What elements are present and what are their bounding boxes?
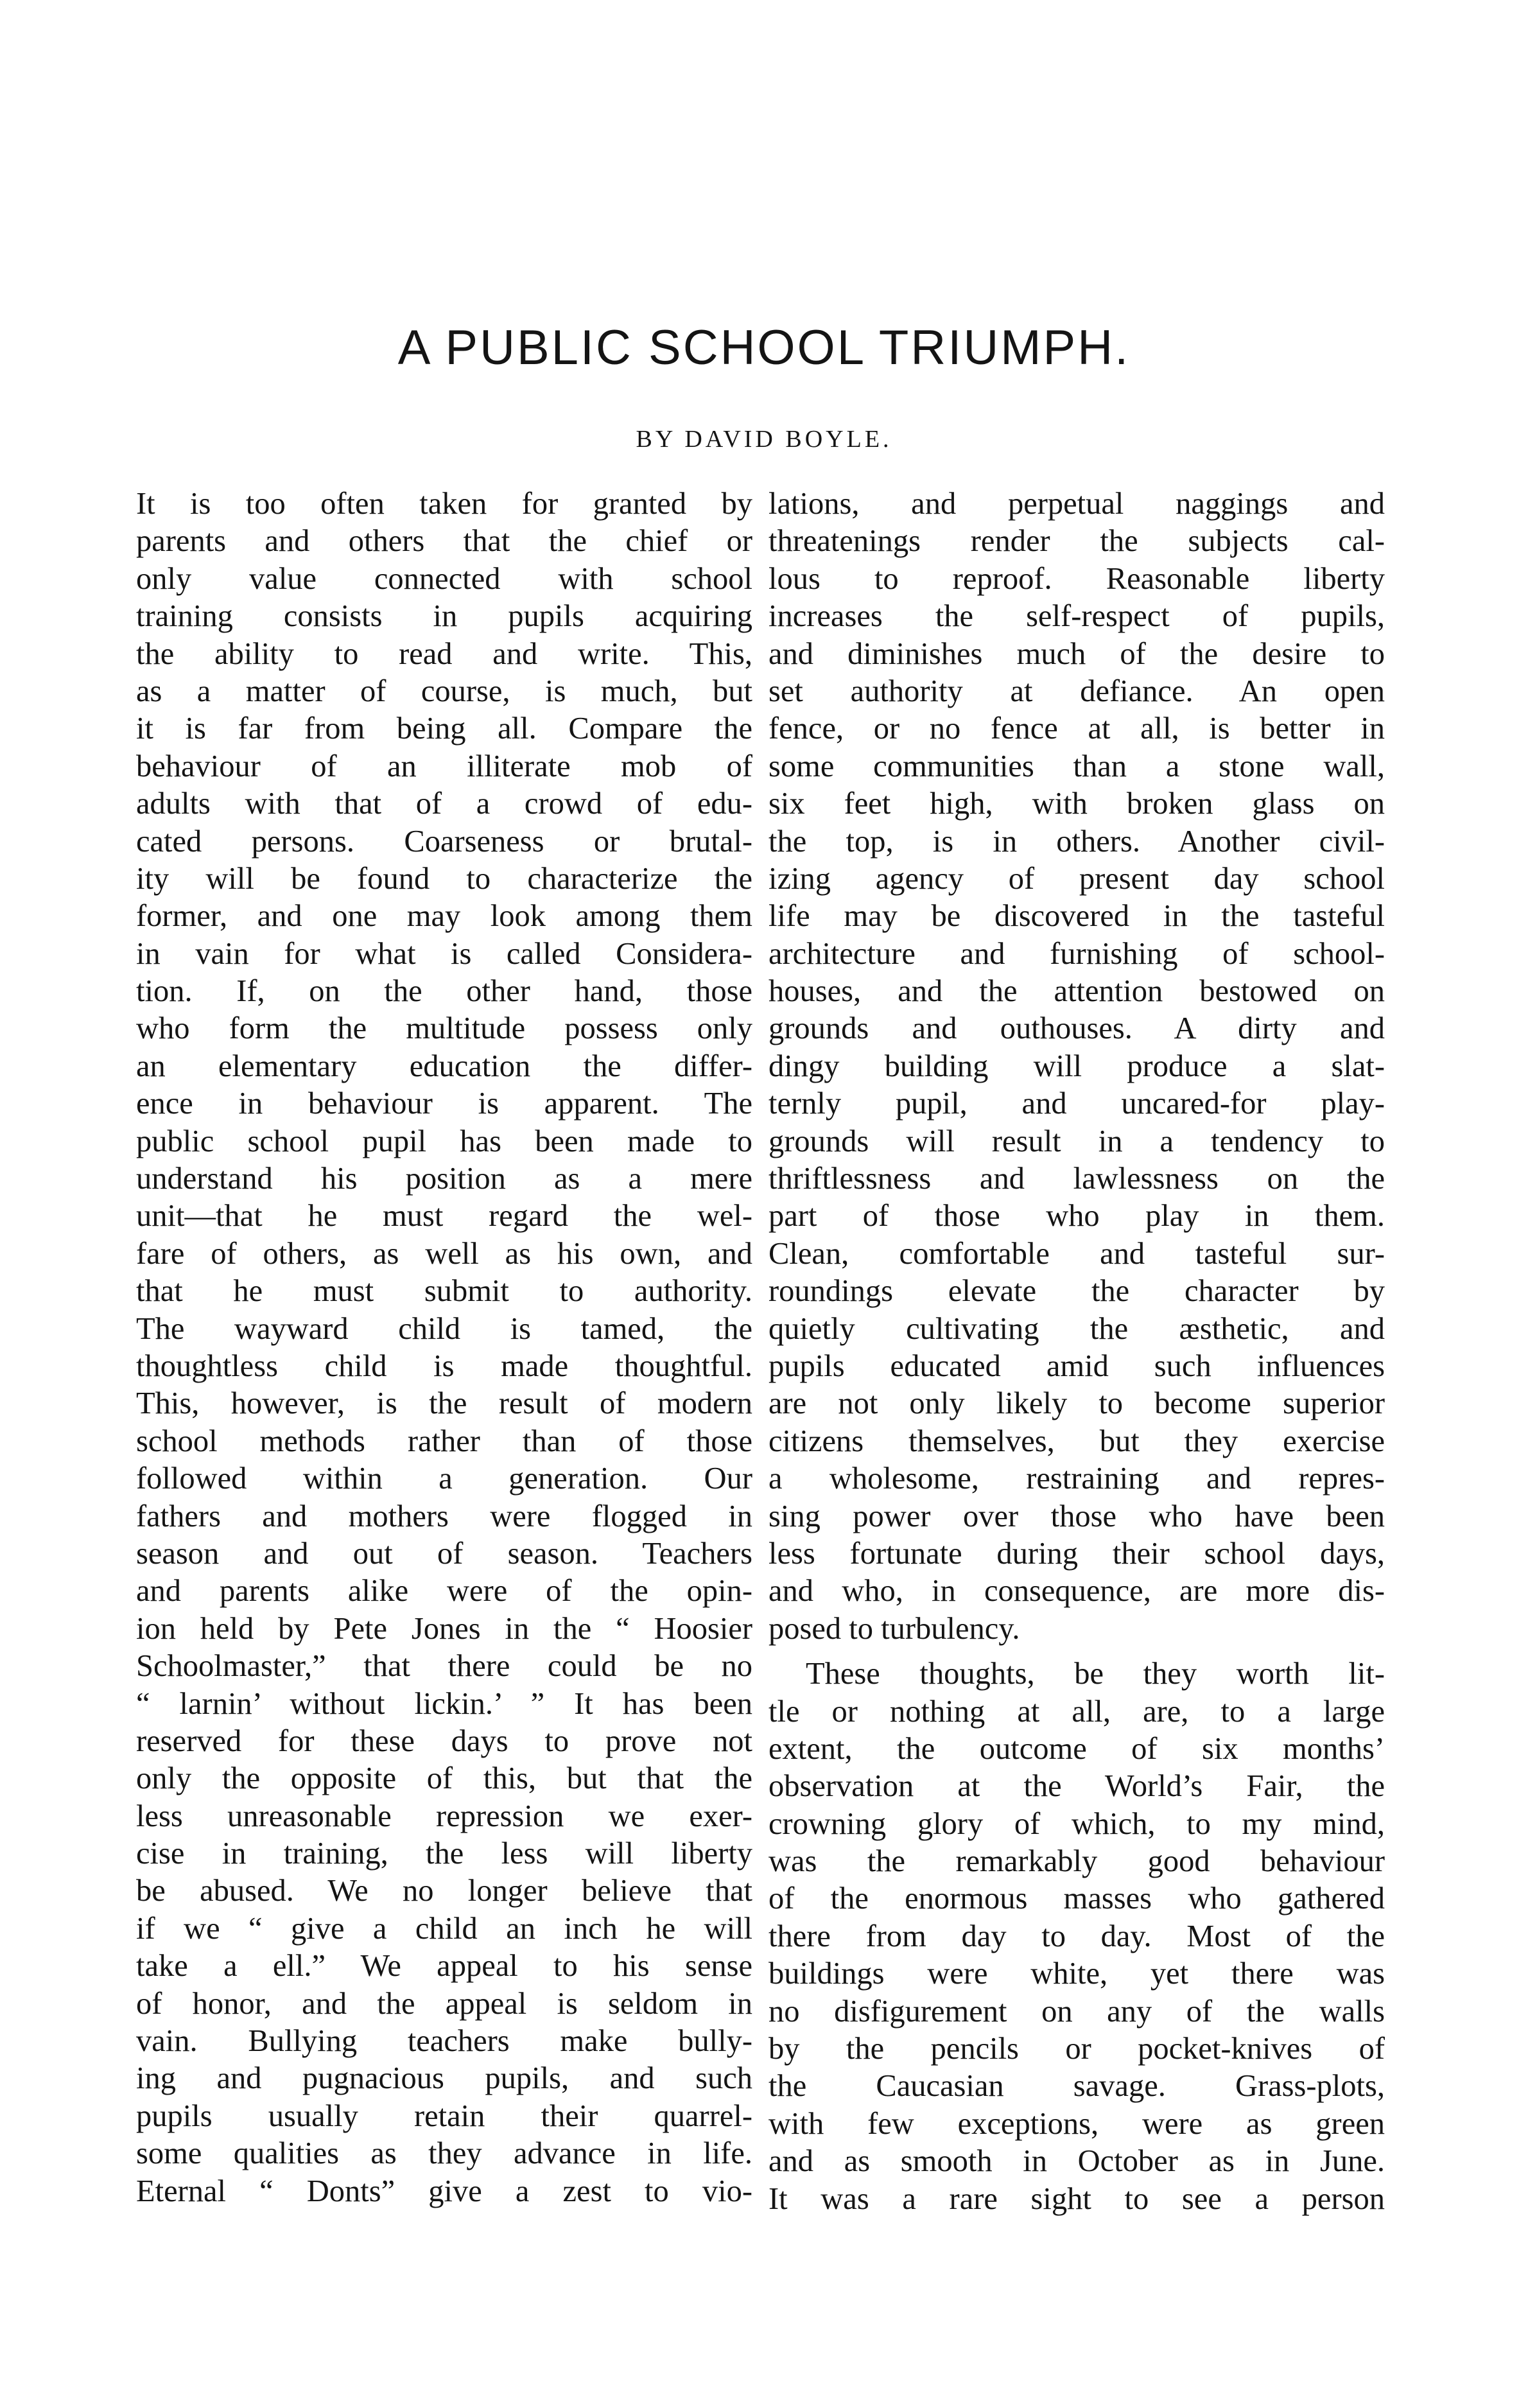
text-line: by the pencils or pocket-knives of xyxy=(768,2032,1385,2066)
text-line: some communities than a stone wall, xyxy=(768,749,1385,783)
text-line: increases the self-respect of pupils, xyxy=(768,599,1385,634)
text-line: parents and others that the chief or xyxy=(136,524,752,559)
text-line: season and out of season. Teachers xyxy=(136,1536,752,1571)
text-line: the ability to read and write. This, xyxy=(136,636,752,671)
text-line: vain. Bullying teachers make bully- xyxy=(136,2024,752,2059)
text-line: training consists in pupils acquiring xyxy=(136,599,752,634)
text-line: that he must submit to authority. xyxy=(136,1274,752,1309)
text-line: tion. If, on the other hand, those xyxy=(136,974,752,1009)
text-line: roundings elevate the character by xyxy=(768,1274,1385,1309)
text-line: “ larnin’ without lickin.’ ” It has been xyxy=(136,1686,752,1721)
text-line: less fortunate during their school days, xyxy=(768,1536,1385,1571)
text-line: fathers and mothers were flogged in xyxy=(136,1499,752,1533)
text-line: These thoughts, be they worth lit- xyxy=(806,1657,1385,1691)
text-line: of the enormous masses who gathered xyxy=(768,1881,1385,1916)
text-line: tle or nothing at all, are, to a large xyxy=(768,1694,1385,1729)
text-line: behaviour of an illiterate mob of xyxy=(136,749,752,783)
text-line: there from day to day. Most of the xyxy=(768,1919,1385,1953)
text-line: only the opposite of this, but that the xyxy=(136,1761,752,1796)
text-line: ing and pugnacious pupils, and such xyxy=(136,2061,752,2096)
text-line: It was a rare sight to see a person xyxy=(768,2181,1385,2216)
text-line: thriftlessness and lawlessness on the xyxy=(768,1162,1385,1196)
text-line: ion held by Pete Jones in the “ Hoosier xyxy=(136,1611,752,1646)
text-line: grounds and outhouses. A dirty and xyxy=(768,1011,1385,1046)
text-line: adults with that of a crowd of edu- xyxy=(136,787,752,821)
article-title: A PUBLIC SCHOOL TRIUMPH. xyxy=(397,320,1131,375)
text-line: a wholesome, restraining and repres- xyxy=(768,1461,1385,1496)
text-line: public school pupil has been made to xyxy=(136,1124,752,1158)
text-line: Schoolmaster,” that there could be no xyxy=(136,1649,752,1684)
text-line: ity will be found to characterize the xyxy=(136,861,752,896)
text-line: and diminishes much of the desire to xyxy=(768,636,1385,671)
text-line: reserved for these days to prove not xyxy=(136,1723,752,1758)
text-line: The wayward child is tamed, the xyxy=(136,1311,752,1346)
text-line: fence, or no fence at all, is better in xyxy=(768,711,1385,746)
text-line: the Caucasian savage. Grass-plots, xyxy=(768,2069,1385,2104)
text-line: lations, and perpetual naggings and xyxy=(768,487,1385,521)
text-line: cise in training, the less will liberty xyxy=(136,1837,752,1871)
text-line: if we “ give a child an inch he will xyxy=(136,1911,752,1946)
text-line: crowning glory of which, to my mind, xyxy=(768,1806,1385,1841)
text-line: This, however, is the result of modern xyxy=(136,1386,752,1421)
text-line: part of those who play in them. xyxy=(768,1199,1385,1234)
text-line: thoughtless child is made thoughtful. xyxy=(136,1348,752,1383)
text-line: threatenings render the subjects cal- xyxy=(768,524,1385,559)
text-line: unit—that he must regard the wel- xyxy=(136,1199,752,1234)
text-line: set authority at defiance. An open xyxy=(768,674,1385,708)
text-line: grounds will result in a tendency to xyxy=(768,1124,1385,1158)
text-line: sing power over those who have been xyxy=(768,1499,1385,1533)
text-line: only value connected with school xyxy=(136,561,752,596)
text-line: pupils educated amid such influences xyxy=(768,1348,1385,1383)
text-line: It is too often taken for granted by xyxy=(136,487,752,521)
text-column-right xyxy=(768,485,1385,2218)
text-line: school methods rather than of those xyxy=(136,1424,752,1458)
text-line: pupils usually retain their quarrel- xyxy=(136,2098,752,2133)
text-line: with few exceptions, were as green xyxy=(768,2106,1385,2141)
text-line: some qualities as they advance in life. xyxy=(136,2136,752,2171)
text-line: fare of others, as well as his own, and xyxy=(136,1236,752,1271)
text-line: observation at the World’s Fair, the xyxy=(768,1769,1385,1804)
text-line: Clean, comfortable and tasteful sur- xyxy=(768,1236,1385,1271)
text-line: be abused. We no longer believe that xyxy=(136,1874,752,1908)
text-line: lous to reproof. Reasonable liberty xyxy=(768,561,1385,596)
text-line: citizens themselves, but they exercise xyxy=(768,1424,1385,1458)
text-line: an elementary education the differ- xyxy=(136,1049,752,1083)
text-line: and parents alike were of the opin- xyxy=(136,1574,752,1609)
text-line: ence in behaviour is apparent. The xyxy=(136,1086,752,1121)
text-line: architecture and furnishing of school- xyxy=(768,936,1385,971)
text-line: dingy building will produce a slat- xyxy=(768,1049,1385,1083)
article-byline: BY DAVID BOYLE. xyxy=(636,426,892,453)
text-line: buildings were white, yet there was xyxy=(768,1957,1385,1991)
text-line: Eternal “ Donts” give a zest to vio- xyxy=(136,2174,752,2208)
text-column-left xyxy=(136,485,752,2210)
text-line: was the remarkably good behaviour xyxy=(768,1844,1385,1879)
text-line: extent, the outcome of six months’ xyxy=(768,1731,1385,1766)
text-line: of honor, and the appeal is seldom in xyxy=(136,1986,752,2021)
text-line: ternly pupil, and uncared-for play- xyxy=(768,1086,1385,1121)
text-line: and who, in consequence, are more dis- xyxy=(768,1574,1385,1609)
text-line: are not only likely to become superior xyxy=(768,1386,1385,1421)
text-line: understand his position as a mere xyxy=(136,1162,752,1196)
text-line: it is far from being all. Compare the xyxy=(136,711,752,746)
text-line: posed to turbulency. xyxy=(768,1611,1020,1646)
text-line: former, and one may look among them xyxy=(136,899,752,934)
text-line: life may be discovered in the tasteful xyxy=(768,899,1385,934)
text-line: cated persons. Coarseness or brutal- xyxy=(136,824,752,859)
text-line: and as smooth in October as in June. xyxy=(768,2144,1385,2179)
text-line: followed within a generation. Our xyxy=(136,1461,752,1496)
text-line: less unreasonable repression we exer- xyxy=(136,1799,752,1833)
text-line: izing agency of present day school xyxy=(768,861,1385,896)
text-line: the top, is in others. Another civil- xyxy=(768,824,1385,859)
text-line: no disfigurement on any of the walls xyxy=(768,1994,1385,2028)
text-line: houses, and the attention bestowed on xyxy=(768,974,1385,1009)
text-line: take a ell.” We appeal to his sense xyxy=(136,1949,752,1984)
text-line: quietly cultivating the æsthetic, and xyxy=(768,1311,1385,1346)
text-line: as a matter of course, is much, but xyxy=(136,674,752,708)
text-line: who form the multitude possess only xyxy=(136,1011,752,1046)
text-line: in vain for what is called Considera- xyxy=(136,936,752,971)
text-line: six feet high, with broken glass on xyxy=(768,787,1385,821)
